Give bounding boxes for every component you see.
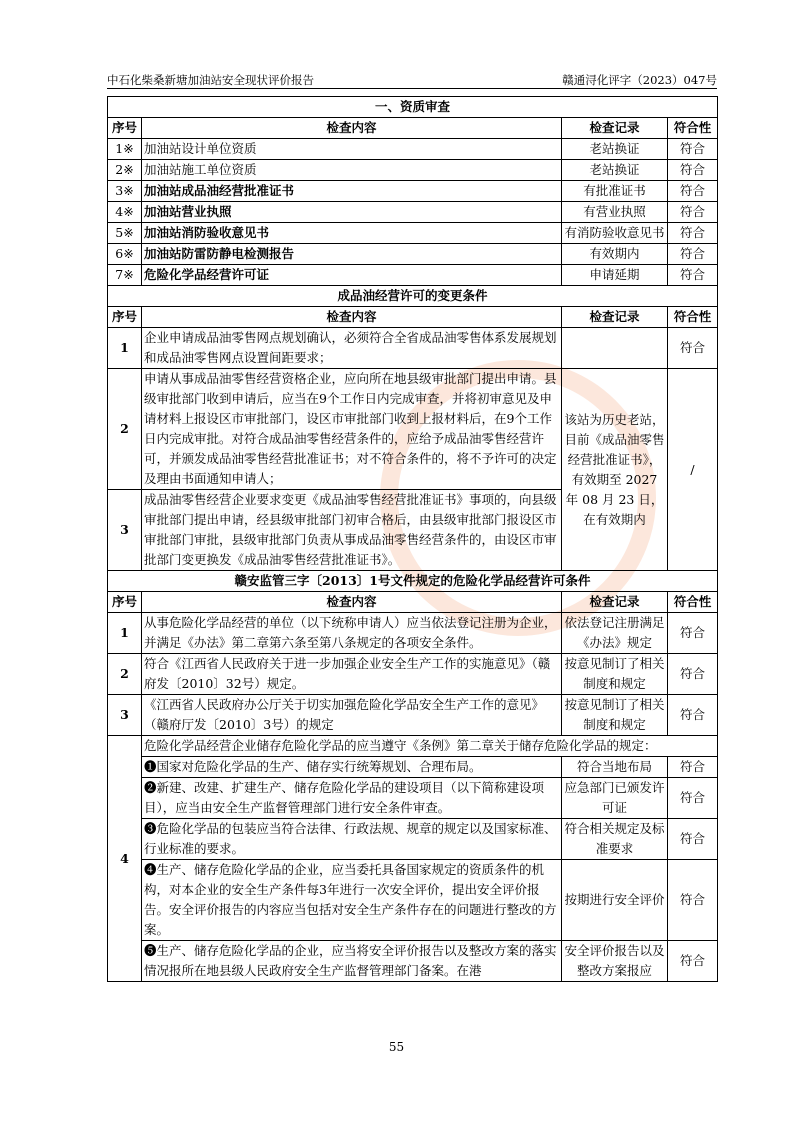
table-row bbox=[108, 695, 718, 736]
section-title: 赣安监管三字〔2013〕1号文件规定的危险化学品经营许可条件 bbox=[108, 571, 718, 592]
table-row bbox=[108, 202, 718, 223]
row-result: 符合 bbox=[668, 757, 718, 778]
table-row bbox=[108, 244, 718, 265]
row-result: 符合 bbox=[668, 941, 718, 982]
section1-rows bbox=[108, 139, 718, 286]
table-row bbox=[108, 736, 718, 757]
row-record: 老站换证 bbox=[562, 160, 668, 181]
row-result: 符合 bbox=[668, 654, 718, 695]
col-header: 符合性 bbox=[668, 592, 718, 613]
row-number: 6※ bbox=[108, 244, 142, 265]
col-header: 检查内容 bbox=[142, 307, 562, 328]
table-row bbox=[108, 757, 718, 778]
row-number: 3 bbox=[108, 695, 142, 736]
row-number: 2※ bbox=[108, 160, 142, 181]
row-number: 1 bbox=[108, 328, 142, 369]
row-record: 有消防验收意见书 bbox=[562, 223, 668, 244]
col-header: 检查记录 bbox=[562, 592, 668, 613]
report-number: 赣通浔化评字（2023）047号 bbox=[562, 73, 717, 87]
page-number: 55 bbox=[388, 1040, 405, 1054]
row-content: 加油站消防验收意见书 bbox=[142, 223, 562, 244]
table-row bbox=[108, 819, 718, 860]
row-record: 按意见制订了相关制度和规定 bbox=[562, 695, 668, 736]
row-number: 1 bbox=[108, 613, 142, 654]
row-number: 3※ bbox=[108, 181, 142, 202]
col-header: 检查内容 bbox=[142, 118, 562, 139]
row-number: 5※ bbox=[108, 223, 142, 244]
col-header: 符合性 bbox=[668, 118, 718, 139]
row-content: ❷新建、改建、扩建生产、储存危险化学品的建设项目（以下简称建设项目），应当由安全生产监督管理部门进行安全条件审查。 bbox=[142, 778, 562, 819]
table-row bbox=[108, 654, 718, 695]
table-row bbox=[108, 941, 718, 982]
row-result: 符合 bbox=[668, 181, 718, 202]
row-number: 7※ bbox=[108, 265, 142, 286]
row-result: 符合 bbox=[668, 139, 718, 160]
row-record: 按意见制订了相关制度和规定 bbox=[562, 654, 668, 695]
row-content: 加油站设计单位资质 bbox=[142, 139, 562, 160]
row-result: 符合 bbox=[668, 819, 718, 860]
row-content: 加油站施工单位资质 bbox=[142, 160, 562, 181]
col-header: 序号 bbox=[108, 118, 142, 139]
row-record: 老站换证 bbox=[562, 139, 668, 160]
row-number: 4 bbox=[108, 736, 142, 982]
table-row bbox=[108, 369, 718, 490]
row-content: ❹生产、储存危险化学品的企业，应当委托具备国家规定的资质条件的机构，对本企业的安全生产条件每3年进行一次安全评价，提出安全评价报告。安全评价报告的内容应当包括对安全生产条件存在的问题进行整改的方案。 bbox=[142, 860, 562, 941]
table-row bbox=[108, 181, 718, 202]
col-header: 检查记录 bbox=[562, 307, 668, 328]
row-content: 危险化学品经营许可证 bbox=[142, 265, 562, 286]
row-content: 成品油零售经营企业要求变更《成品油零售经营批准证书》事项的，向县级审批部门提出申请，经县级审批部门初审合格后，由县级审批部门报设区市审批部门审批，县级审批部门负责从事成品油零售经营条件的，由设区市审批部门变更换发《成品油零售经营批准证书》。 bbox=[142, 490, 562, 571]
row-content: 加油站营业执照 bbox=[142, 202, 562, 223]
table-row bbox=[108, 139, 718, 160]
row-result: 符合 bbox=[668, 244, 718, 265]
col-header: 序号 bbox=[108, 307, 142, 328]
row-content: 企业申请成品油零售网点规划确认，必须符合全省成品油零售体系发展规划和成品油零售网点设置间距要求； bbox=[142, 328, 562, 369]
row-record: 有效期内 bbox=[562, 244, 668, 265]
row-record: 符合当地布局 bbox=[562, 757, 668, 778]
table-row bbox=[108, 160, 718, 181]
report-title: 中石化柴桑新塘加油站安全现状评价报告 bbox=[107, 73, 314, 87]
row-number: 3 bbox=[108, 490, 142, 571]
table-row bbox=[108, 860, 718, 941]
row-result: 符合 bbox=[668, 778, 718, 819]
row-result: 符合 bbox=[668, 695, 718, 736]
row-record: 依法登记注册满足《办法》规定 bbox=[562, 613, 668, 654]
table-row bbox=[108, 613, 718, 654]
row-content: 《江西省人民政府办公厅关于切实加强危险化学品安全生产工作的意见》（赣府厅发〔2010〕3号）的规定 bbox=[142, 695, 562, 736]
row-number: 1※ bbox=[108, 139, 142, 160]
row-record: 安全评价报告以及整改方案报应 bbox=[562, 941, 668, 982]
table-row bbox=[108, 265, 718, 286]
row-content: 加油站成品油经营批准证书 bbox=[142, 181, 562, 202]
row-content: 加油站防雷防静电检测报告 bbox=[142, 244, 562, 265]
row-result: 符合 bbox=[668, 613, 718, 654]
row-record: 该站为历史老站，目前《成品油零售经营批准证书》，有效期至 2027 年 08 月 23 日，在有效期内 bbox=[562, 369, 668, 571]
row-record: 有营业执照 bbox=[562, 202, 668, 223]
row-content: 从事危险化学品经营的单位（以下统称申请人）应当依法登记注册为企业，并满足《办法》第二章第六条至第八条规定的各项安全条件。 bbox=[142, 613, 562, 654]
table-row bbox=[108, 223, 718, 244]
row-number: 2 bbox=[108, 654, 142, 695]
page-header bbox=[107, 70, 717, 89]
row-result: 符合 bbox=[668, 160, 718, 181]
row-record: 按期进行安全评价 bbox=[562, 860, 668, 941]
section3-rows bbox=[108, 613, 718, 736]
row-result: 符合 bbox=[668, 328, 718, 369]
row-result: 符合 bbox=[668, 223, 718, 244]
row-intro: 危险化学品经营企业储存危险化学品的应当遵守《条例》第二章关于储存危险化学品的规定： bbox=[142, 736, 718, 757]
row-record: 应急部门已颁发许可证 bbox=[562, 778, 668, 819]
col-header: 序号 bbox=[108, 592, 142, 613]
table-row bbox=[108, 778, 718, 819]
row-number: 2 bbox=[108, 369, 142, 490]
row-result: 符合 bbox=[668, 202, 718, 223]
inspection-table bbox=[107, 96, 718, 982]
row-content: ❶国家对危险化学品的生产、储存实行统筹规划、合理布局。 bbox=[142, 757, 562, 778]
table-row bbox=[108, 328, 718, 369]
row-content: ❸危险化学品的包装应当符合法律、行政法规、规章的规定以及国家标准、行业标准的要求。 bbox=[142, 819, 562, 860]
row-content: 符合《江西省人民政府关于进一步加强企业安全生产工作的实施意见》（赣府发〔2010〕32号）规定。 bbox=[142, 654, 562, 695]
row-record: 有批准证书 bbox=[562, 181, 668, 202]
row-content: ❺生产、储存危险化学品的企业，应当将安全评价报告以及整改方案的落实情况报所在地县级人民政府安全生产监督管理部门备案。在港 bbox=[142, 941, 562, 982]
row-number: 4※ bbox=[108, 202, 142, 223]
row-result: 符合 bbox=[668, 860, 718, 941]
col-header: 检查内容 bbox=[142, 592, 562, 613]
col-header: 符合性 bbox=[668, 307, 718, 328]
section-title: 成品油经营许可的变更条件 bbox=[108, 286, 718, 307]
section-title: 一、资质审查 bbox=[108, 97, 718, 118]
row-result: 符合 bbox=[668, 265, 718, 286]
row-record: 申请延期 bbox=[562, 265, 668, 286]
row-result: / bbox=[668, 369, 718, 571]
row-record: 符合相关规定及标准要求 bbox=[562, 819, 668, 860]
col-header: 检查记录 bbox=[562, 118, 668, 139]
row-content: 申请从事成品油零售经营资格企业，应向所在地县级审批部门提出申请。县级审批部门收到申请后，应当在9个工作日内完成审查，并将初审意见及申请材料上报设区市审批部门，设区市审批部门收到上报材料后，在9个工作日内完成审批。对符合成品油零售经营条件的，应给予成品油零售经营许可，并颁发成品油零售经营批准证书；对不符合条件的，将不予许可的决定及理由书面通知申请人； bbox=[142, 369, 562, 490]
